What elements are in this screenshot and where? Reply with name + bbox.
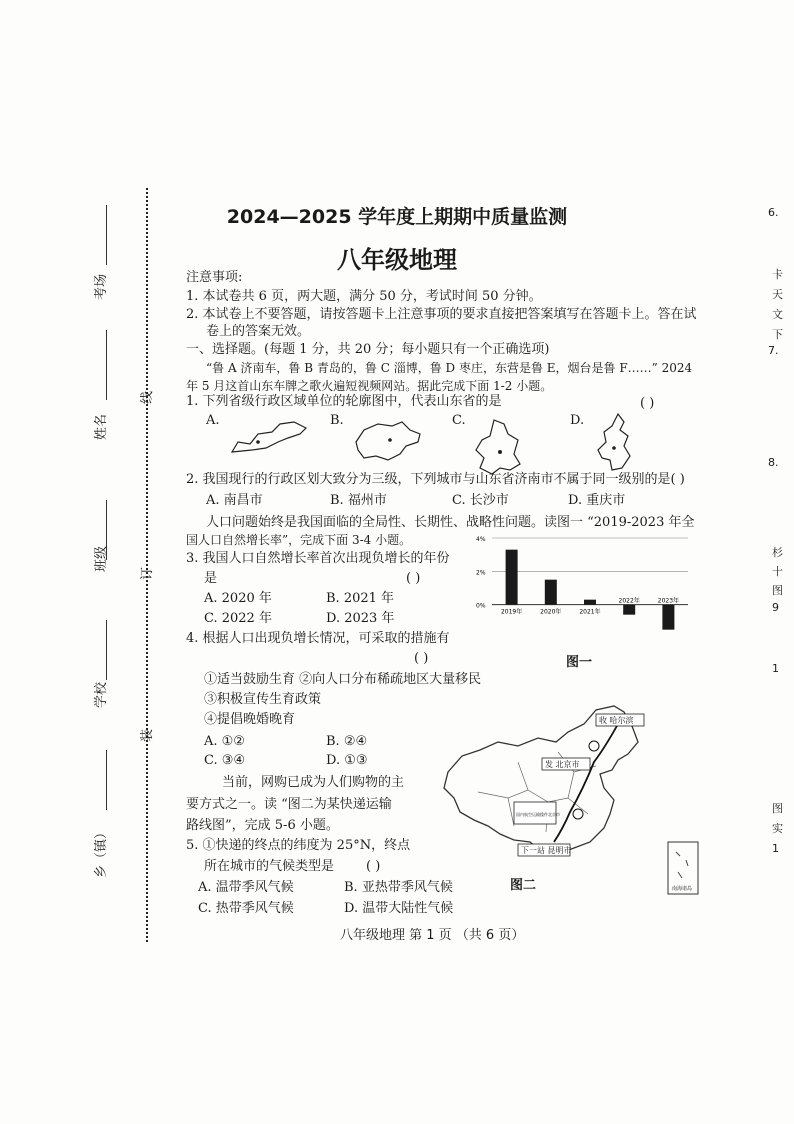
q4-choice-2: ②向人口分布稀疏地区大量移民: [299, 672, 482, 687]
q1-outline-b: [350, 420, 430, 464]
map-label-beijing: 发 北京市: [545, 760, 580, 769]
town-underline: [106, 750, 107, 810]
q1-outline-d: [592, 412, 642, 474]
q4-option-a[interactable]: A. ①②: [204, 734, 245, 749]
notes-item-1: 1. 本试卷共 6 页，两大题，满分 50 分，考试时间 50 分钟。: [186, 289, 542, 304]
inset-islands: [676, 852, 688, 878]
exam-title: 2024—2025 学年度上期期中质量监测: [226, 206, 568, 228]
binding-mark-xian: 线: [140, 390, 155, 404]
edge-8: 8.: [768, 456, 779, 469]
q1-stem: 1. 下列省级行政区域单位的轮廓图中，代表山东省的是: [186, 394, 502, 409]
q4-stem: 4. 根据人口出现负增长情况，可采取的措施有: [186, 631, 450, 646]
edge-shan: 杉: [772, 546, 783, 559]
section1-intro-line2: 年 5 月这首山东车牌之歌火遍短视频网站。据此完成下面 1-2 小题。: [186, 379, 553, 393]
edge-tian: 天: [772, 288, 783, 301]
x-tick-label: 2020年: [540, 608, 562, 616]
population-growth-chart: [474, 532, 694, 652]
exam-subject: 八年级地理: [337, 246, 457, 274]
q3-option-b[interactable]: B. 2021 年: [326, 591, 395, 606]
q3-stem-line2: 是: [204, 571, 218, 586]
school-label: 学校: [94, 681, 109, 708]
china-outline: [444, 706, 638, 854]
x-tick-label: 2019年: [500, 608, 523, 616]
binding-mark-ding: 订: [140, 566, 155, 580]
edge-wen: 文: [772, 308, 783, 321]
school-underline: [106, 620, 107, 680]
q4-choice-1: ①适当鼓励生育: [204, 672, 296, 687]
q5-stem-line1: 5. ①快递的终点的纬度为 25°N，终点: [186, 838, 411, 853]
q1-option-d[interactable]: D.: [570, 413, 585, 428]
chart-caption: 图一: [566, 655, 593, 670]
edge-ka: 卡: [772, 268, 783, 281]
q4-choice-4: ④提倡晚婚晚育: [204, 712, 296, 727]
intro56-line1: 当前，网购已成为人们购物的主: [222, 775, 405, 790]
intro34-line2: 国人口自然增长率”，完成下面 3-4 小题。: [186, 533, 412, 547]
intro34-line1: 人口问题始终是我国面临的全局性、长期性、战略性问题。读图一 “2019-2023 年全: [206, 515, 695, 530]
x-tick-label: 2023年: [657, 597, 680, 605]
x-tick-label: 2021年: [579, 608, 601, 616]
q1-option-c[interactable]: C.: [452, 413, 466, 428]
town-label: 乡（镇）: [94, 825, 109, 878]
edge-tu: 图: [772, 584, 783, 597]
edge-9: 9: [772, 601, 779, 614]
notes-heading: 注意事项:: [186, 270, 243, 285]
map-label-kunming: 下一站 昆明市: [521, 846, 572, 855]
bar-2023年: [662, 605, 674, 630]
q5-option-a[interactable]: A. 温带季风气候: [198, 880, 294, 895]
edge-tu2: 图: [772, 802, 783, 815]
page-footer: 八年级地理 第 1 页 （共 6 页）: [340, 928, 525, 943]
q5-stem-line2: 所在城市的气候类型是: [204, 859, 335, 874]
bar-2020年: [545, 580, 557, 605]
q4-choice-3: ③积极宣传生育政策: [204, 692, 322, 707]
bar-2021年: [584, 600, 596, 605]
q2-option-a[interactable]: A. 南昌市: [206, 493, 263, 508]
edge-1a: 1: [772, 662, 779, 675]
edge-6: 6.: [768, 206, 779, 219]
y-tick-label: 2%: [476, 569, 486, 577]
intro56-line3: 路线图”，完成 5-6 小题。: [186, 818, 339, 833]
q2-option-b[interactable]: B. 福州市: [330, 493, 387, 508]
edge-shi2: 实: [772, 822, 783, 835]
q4-choice-1-2: [204, 672, 481, 688]
q4-option-d[interactable]: D. ①③: [326, 753, 368, 768]
q3-stem-line1: 3. 我国人口自然增长率首次出现负增长的年份: [186, 551, 450, 566]
edge-7: 7.: [768, 344, 779, 357]
notes-item-3: 卷上的答案无效。: [206, 324, 311, 339]
name-label: 姓名: [94, 413, 109, 440]
q5-option-c[interactable]: C. 热带季风气候: [198, 901, 294, 916]
inset-label: 南海诸岛: [672, 886, 693, 892]
edge-shi: 十: [772, 565, 783, 578]
bar-2022年: [623, 605, 635, 615]
route-marker-2: [589, 741, 599, 751]
q3-blank: ( ): [406, 571, 421, 586]
q1-option-a[interactable]: A.: [206, 413, 220, 428]
x-tick-label: 2022年: [618, 597, 640, 605]
q4-blank: ( ): [414, 651, 429, 666]
q1-option-b[interactable]: B.: [330, 413, 344, 428]
y-tick-label: 4%: [476, 536, 486, 543]
q1-outline-a: [228, 418, 313, 458]
notes-item-2: 2. 本试卷上不要答题，请按答题卡上注意事项的要求直接把答案填写在答题卡上。答在试: [186, 307, 697, 322]
map-label-mid: 国内航空运输揽件北京市: [516, 812, 560, 817]
y-tick-label: 0%: [476, 602, 486, 610]
map-caption: 图二: [510, 878, 537, 893]
bar-2019年: [506, 550, 518, 605]
intro56-line2: 要方式之一。读 “图二为某快递运输: [186, 797, 392, 812]
q4-option-c[interactable]: C. ③④: [204, 753, 246, 768]
q2-option-d[interactable]: D. 重庆市: [568, 493, 626, 508]
q3-option-d[interactable]: D. 2023 年: [326, 611, 395, 626]
map-label-harbin: 收 哈尔滨: [599, 716, 634, 725]
q5-option-b[interactable]: B. 亚热带季风气候: [344, 880, 453, 895]
name-underline: [106, 330, 107, 400]
binding-mark-zhuang: 装: [140, 728, 155, 742]
q5-blank: ( ): [366, 859, 381, 874]
seat-label: 考场: [94, 273, 109, 300]
express-route-map: [418, 702, 700, 898]
q1-blank: ( ): [640, 396, 655, 411]
route-marker-1: [573, 809, 583, 819]
section1-heading: 一、选择题。(每题 1 分，共 20 分；每小题只有一个正确选项): [186, 342, 550, 357]
q3-option-c[interactable]: C. 2022 年: [204, 611, 272, 626]
route-line: [554, 724, 618, 842]
class-label: 班级: [94, 545, 109, 572]
binding-dotted-line: [146, 188, 148, 942]
q2-stem: 2. 我国现行的行政区划大致分为三级，下列城市与山东省济南市不属于同一级别的是( ): [186, 472, 685, 487]
q4-option-b[interactable]: B. ②④: [326, 734, 368, 749]
edge-xia: 下: [772, 328, 783, 341]
q3-option-a[interactable]: A. 2020 年: [204, 591, 272, 606]
section1-intro-line1: “鲁 A 济南车，鲁 B 青岛的，鲁 C 淄博，鲁 D 枣庄，东营是鲁 E，烟台是鲁 F……” 2024: [206, 361, 693, 375]
q5-option-d[interactable]: D. 温带大陆性气候: [344, 901, 454, 916]
edge-1b: 1: [772, 842, 779, 855]
q2-option-c[interactable]: C. 长沙市: [452, 493, 509, 508]
q1-outline-c: [470, 418, 530, 478]
